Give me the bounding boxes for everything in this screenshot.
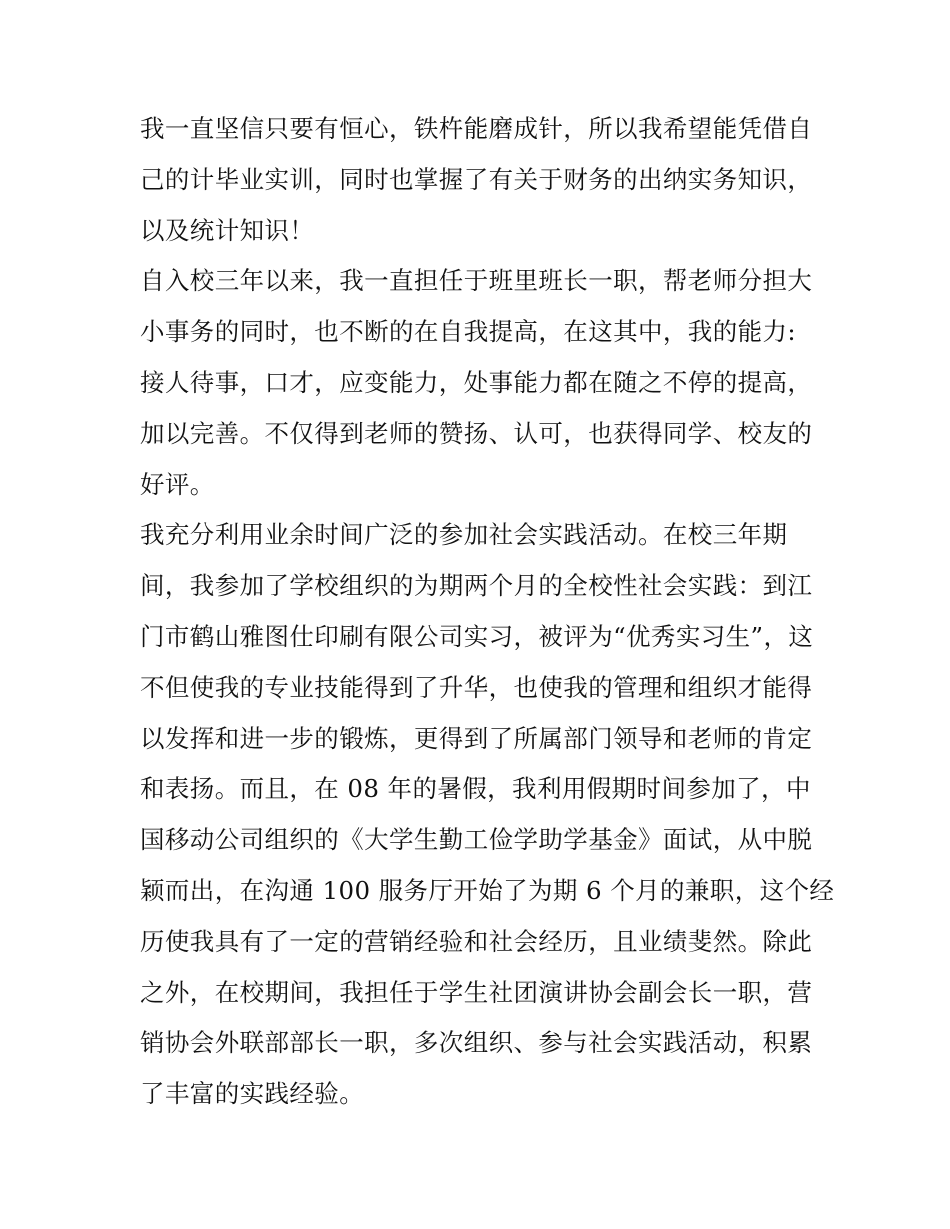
text-line: 国移动公司组织的《大学生勤工俭学助学基金》面试，从中脱 xyxy=(140,825,813,855)
paragraph-3 xyxy=(140,510,835,1120)
text-line: 好评。 xyxy=(140,469,215,499)
text-line: 我充分利用业余时间广泛的参加社会实践活动。在校三年期 xyxy=(140,520,788,550)
paragraph-2 xyxy=(140,256,812,510)
paragraph-1 xyxy=(140,104,812,256)
text-line: 己的计毕业实训，同时也掌握了有关于财务的出纳实务知识， xyxy=(140,164,813,194)
text-line: 接人待事，口才，应变能力，处事能力都在随之不停的提高， xyxy=(140,367,813,397)
text-line: 之外，在校期间，我担任于学生社团演讲协会副会长一职，营 xyxy=(140,977,813,1007)
text-line: 以及统计知识！ xyxy=(140,215,315,245)
text-line: 颖而出，在沟通 100 服务厅开始了为期 6 个月的兼职，这个经 xyxy=(140,875,835,905)
text-line: 销协会外联部部长一职，多次组织、参与社会实践活动，积累 xyxy=(140,1028,813,1058)
text-line: 加以完善。不仅得到老师的赞扬、认可，也获得同学、校友的 xyxy=(140,418,813,448)
text-line: 以发挥和进一步的锻炼，更得到了所属部门领导和老师的肯定 xyxy=(140,723,813,753)
text-line: 我一直坚信只要有恒心，铁杵能磨成针，所以我希望能凭借自 xyxy=(140,114,813,143)
text-line: 自入校三年以来，我一直担任于班里班长一职，帮老师分担大 xyxy=(140,266,813,296)
text-line: 间，我参加了学校组织的为期两个月的全校性社会实践：到江 xyxy=(140,571,813,601)
text-line: 了丰富的实践经验。 xyxy=(140,1079,365,1109)
text-line: 不但使我的专业技能得到了升华，也使我的管理和组织才能得 xyxy=(140,672,813,702)
text-line: 门市鹤山雅图仕印刷有限公司实习，被评为“优秀实习生”，这 xyxy=(140,621,814,651)
text-line: 和表扬。而且，在 08 年的暑假，我利用假期时间参加了，中 xyxy=(140,774,811,804)
text-line: 历使我具有了一定的营销经验和社会经历，且业绩斐然。除此 xyxy=(140,926,813,956)
document-body xyxy=(140,104,835,1120)
text-line: 小事务的同时，也不断的在自我提高，在这其中，我的能力: xyxy=(140,317,797,347)
